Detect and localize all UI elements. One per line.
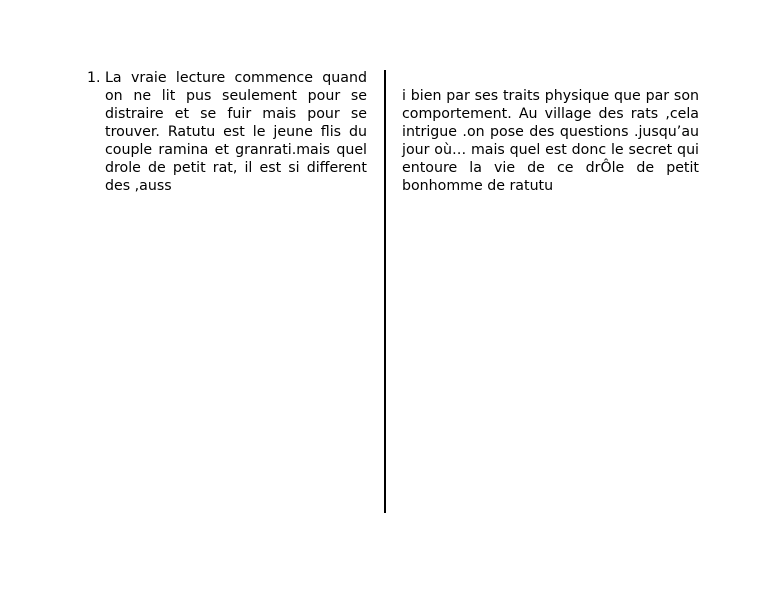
- right-column-text[interactable]: i bien par ses traits physique que par son comportement. Au village des rats ,cela intrigue .on pose des questions .jusqu’au jour où… mais quel est donc le secret qui entoure la vie de ce drÔle de petit bonhomme de ratutu: [402, 88, 699, 194]
- left-column: [87, 69, 367, 195]
- column-divider: [384, 70, 386, 513]
- left-column-text[interactable]: La vraie lecture commence quand on ne lit pus seulement pour se distraire et se fuir mais pour se trouver. Ratutu est le jeune flis du couple ramina et granrati.mais quel drole de petit rat, il est si different des ,auss: [105, 70, 367, 194]
- right-column: [402, 87, 699, 195]
- list-marker: 1.: [87, 70, 101, 86]
